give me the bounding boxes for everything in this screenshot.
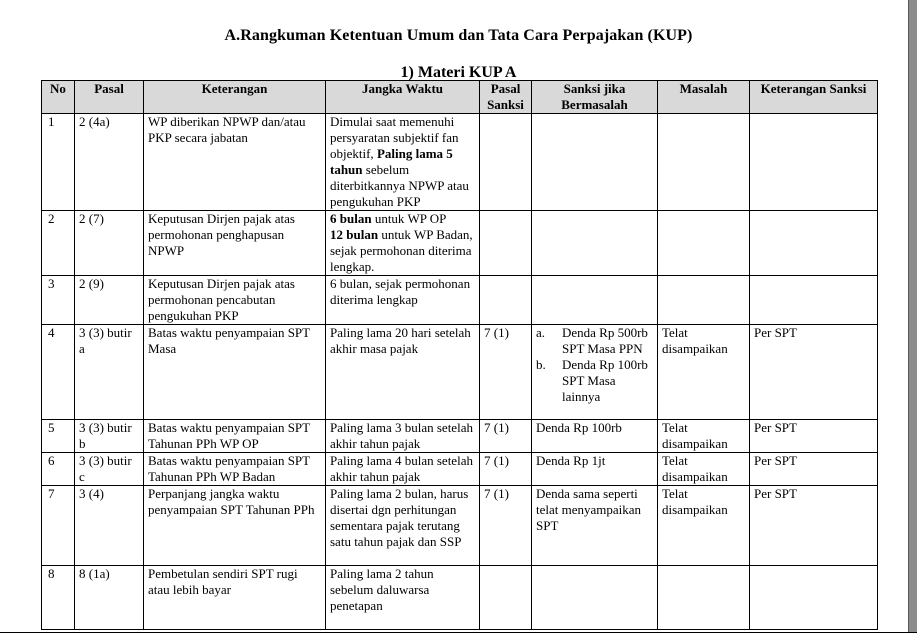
cell-masalah — [658, 566, 750, 630]
cell-no: 3 — [42, 276, 75, 325]
cell-masalah — [658, 276, 750, 325]
cell-pasal-sanksi — [480, 114, 532, 211]
table-row — [42, 486, 878, 566]
cell-pasal: 8 (1a) — [75, 566, 144, 630]
header-keterangan: Keterangan — [144, 81, 326, 114]
cell-pasal-sanksi: 7 (1) — [480, 420, 532, 453]
cell-keterangan-sanksi: Per SPT — [750, 420, 878, 453]
cell-jangka-waktu: Dimulai saat memenuhi persyaratan subjektif fan objektif, Paling lama 5 tahun sebelum diterbitkannya NPWP atau pengukuhan PKP — [326, 114, 480, 211]
list-marker: b. — [536, 357, 546, 372]
cell-masalah: Telat disampaikan — [658, 486, 750, 566]
header-no: No — [42, 81, 75, 114]
cell-keterangan-sanksi — [750, 211, 878, 276]
cell-masalah: Telat disampaikan — [658, 420, 750, 453]
cell-jangka-waktu: 6 bulan, sejak permohonan diterima lengkap — [326, 276, 480, 325]
table-row — [42, 325, 878, 420]
cell-pasal-sanksi — [480, 276, 532, 325]
cell-pasal-sanksi — [480, 211, 532, 276]
header-sanksi: Sanksi jika Bermasalah — [532, 81, 658, 114]
cell-no: 4 — [42, 325, 75, 420]
kup-table — [41, 80, 878, 630]
cell-keterangan: Keputusan Dirjen pajak atas permohonan penghapusan NPWP — [144, 211, 326, 276]
cell-sanksi — [532, 325, 658, 420]
section-title: 1) Materi KUP A — [400, 64, 517, 81]
cell-pasal: 3 (3) butir b — [75, 420, 144, 453]
cell-pasal-sanksi: 7 (1) — [480, 325, 532, 420]
table-header-row — [42, 81, 878, 114]
cell-jangka-waktu: Paling lama 2 tahun sebelum daluwarsa penetapan — [326, 566, 480, 630]
table-row — [42, 211, 878, 276]
cell-keterangan-sanksi — [750, 276, 878, 325]
viewer-scroll-edge[interactable] — [908, 0, 917, 633]
table-row — [42, 420, 878, 453]
document-title: A.Rangkuman Ketentuan Umum dan Tata Cara Perpajakan (KUP) — [224, 27, 693, 44]
cell-no: 7 — [42, 486, 75, 566]
cell-pasal-sanksi: 7 (1) — [480, 486, 532, 566]
cell-jangka-waktu: Paling lama 3 bulan setelah akhir tahun pajak — [326, 420, 480, 453]
cell-masalah: Telat disampaikan — [658, 453, 750, 486]
cell-masalah: Telat disampaikan — [658, 325, 750, 420]
list-text: Denda Rp 500rb SPT Masa PPN — [562, 325, 648, 356]
cell-sanksi: Denda Rp 1jt — [532, 453, 658, 486]
cell-pasal: 3 (3) butir c — [75, 453, 144, 486]
cell-no: 8 — [42, 566, 75, 630]
cell-pasal: 3 (4) — [75, 486, 144, 566]
header-jangka-waktu: Jangka Waktu — [326, 81, 480, 114]
cell-keterangan-sanksi: Per SPT — [750, 325, 878, 420]
cell-pasal: 3 (3) butir a — [75, 325, 144, 420]
table-row — [42, 566, 878, 630]
cell-keterangan-sanksi — [750, 114, 878, 211]
cell-sanksi: Denda Rp 100rb — [532, 420, 658, 453]
cell-no: 6 — [42, 453, 75, 486]
cell-keterangan: Batas waktu penyampaian SPT Tahunan PPh WP Badan — [144, 453, 326, 486]
header-masalah: Masalah — [658, 81, 750, 114]
cell-keterangan-sanksi — [750, 566, 878, 630]
cell-sanksi — [532, 114, 658, 211]
sanksi-list — [536, 325, 653, 405]
cell-pasal: 2 (7) — [75, 211, 144, 276]
list-text: Denda Rp 100rb SPT Masa lainnya — [562, 357, 648, 404]
table-row — [42, 453, 878, 486]
cell-masalah — [658, 114, 750, 211]
header-keterangan-sanksi: Keterangan Sanksi — [750, 81, 878, 114]
list-item — [536, 325, 653, 357]
cell-sanksi: Denda sama seperti telat menyampaikan SPT — [532, 486, 658, 566]
cell-keterangan-sanksi: Per SPT — [750, 453, 878, 486]
cell-pasal-sanksi: 7 (1) — [480, 453, 532, 486]
list-marker: a. — [536, 325, 546, 340]
cell-sanksi — [532, 566, 658, 630]
cell-sanksi — [532, 276, 658, 325]
cell-sanksi — [532, 211, 658, 276]
cell-pasal: 2 (4a) — [75, 114, 144, 211]
cell-jangka-waktu: 6 bulan untuk WP OP 12 bulan untuk WP Badan, sejak permohonan diterima lengkap. — [326, 211, 480, 276]
cell-masalah — [658, 211, 750, 276]
cell-keterangan: Pembetulan sendiri SPT rugi atau lebih bayar — [144, 566, 326, 630]
cell-keterangan: Batas waktu penyampaian SPT Tahunan PPh WP OP — [144, 420, 326, 453]
cell-pasal-sanksi — [480, 566, 532, 630]
table-row — [42, 276, 878, 325]
cell-keterangan: Batas waktu penyampaian SPT Masa — [144, 325, 326, 420]
list-item — [536, 357, 653, 405]
header-pasal: Pasal — [75, 81, 144, 114]
header-pasal-sanksi: Pasal Sanksi — [480, 81, 532, 114]
cell-keterangan: WP diberikan NPWP dan/atau PKP secara jabatan — [144, 114, 326, 211]
cell-jangka-waktu: Paling lama 4 bulan setelah akhir tahun pajak — [326, 453, 480, 486]
cell-pasal: 2 (9) — [75, 276, 144, 325]
cell-keterangan: Perpanjang jangka waktu penyampaian SPT Tahunan PPh — [144, 486, 326, 566]
cell-no: 1 — [42, 114, 75, 211]
table-row — [42, 114, 878, 211]
cell-jangka-waktu: Paling lama 2 bulan, harus disertai dgn perhitungan sementara pajak terutang satu tahun pajak dan SSP — [326, 486, 480, 566]
cell-jangka-waktu: Paling lama 20 hari setelah akhir masa pajak — [326, 325, 480, 420]
cell-keterangan: Keputusan Dirjen pajak atas permohonan pencabutan pengukuhan PKP — [144, 276, 326, 325]
cell-keterangan-sanksi: Per SPT — [750, 486, 878, 566]
cell-no: 2 — [42, 211, 75, 276]
cell-no: 5 — [42, 420, 75, 453]
